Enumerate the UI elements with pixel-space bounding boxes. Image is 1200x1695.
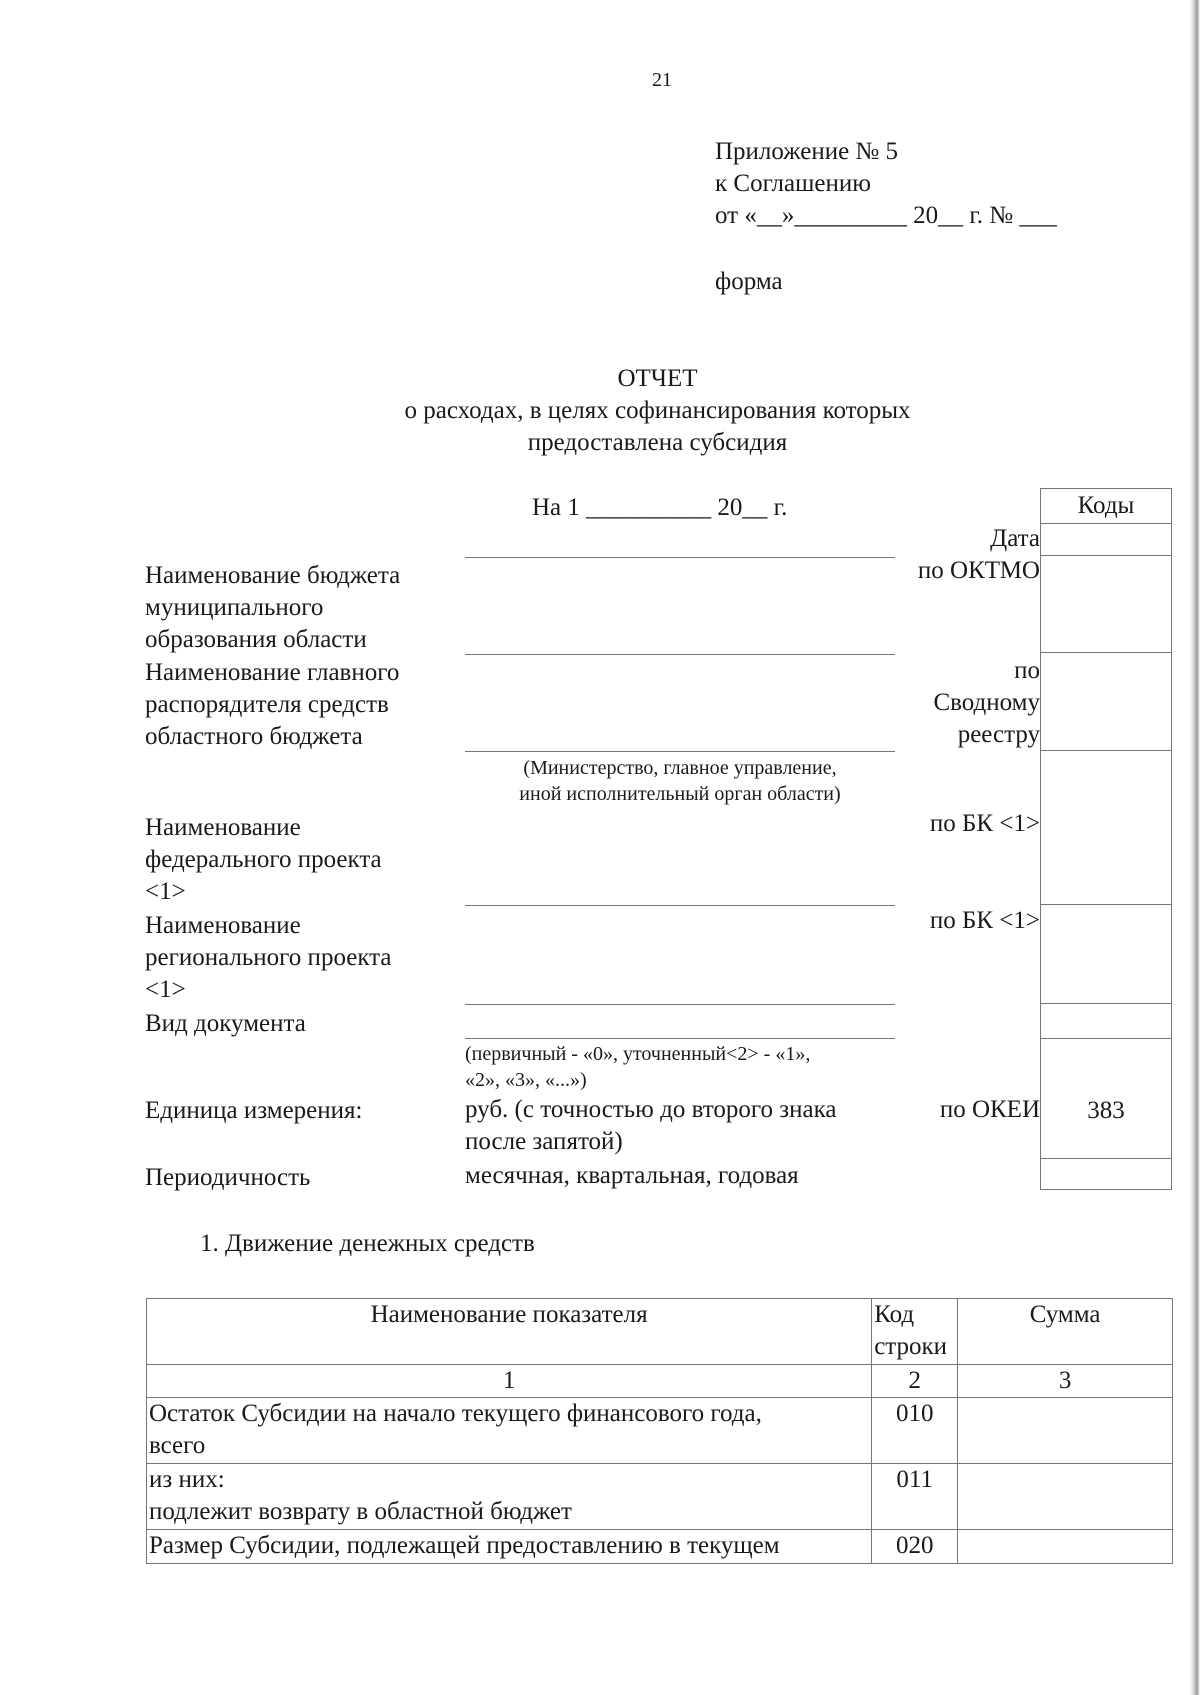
- report-subtitle-1: о расходах, в целях софинансирования которых: [404, 397, 911, 424]
- row-010-code: 010: [872, 1398, 958, 1464]
- col-header-name: [147, 1299, 872, 1365]
- code-label-oktmo: по ОКТМО: [917, 557, 1040, 584]
- row-011-code: 011: [872, 1464, 958, 1530]
- code-label-registry-3: реестру: [957, 721, 1040, 748]
- label-federal-1: Наименование: [145, 814, 301, 841]
- section-1-title: 1. Движение денежных средств: [200, 1230, 535, 1257]
- col-header-code-1: Код: [874, 1301, 915, 1328]
- label-manager-3: областного бюджета: [145, 723, 363, 750]
- code-label-bk-federal: по БК <1>: [929, 810, 1040, 837]
- appendix-agreement: к Соглашению: [715, 170, 871, 197]
- periodicity-value: месячная, квартальная, годовая: [465, 1162, 799, 1189]
- code-periodicity-cell: [1040, 1158, 1172, 1190]
- col-header-sum: [958, 1299, 1173, 1365]
- row-010-name: [147, 1398, 872, 1464]
- col-number-1: 1: [147, 1365, 872, 1398]
- row-011-name-2: подлежит возврату в областной бюджет: [149, 1498, 572, 1525]
- row-020-code: 020: [872, 1530, 958, 1564]
- manager-note-2: иной исполнительный орган области): [519, 783, 841, 805]
- label-unit: Единица измерения:: [145, 1097, 363, 1124]
- col-header-code: [872, 1299, 958, 1365]
- doctype-note-2: «2», «3», «...»): [465, 1069, 587, 1091]
- unit-value-1: руб. (с точностью до второго знака: [465, 1096, 837, 1123]
- table-row: [147, 1530, 1173, 1564]
- row-020-name-1: Размер Субсидии, подлежащей предоставлению в текущем: [149, 1532, 780, 1559]
- row-010-sum: [958, 1398, 1173, 1464]
- table-row: [147, 1398, 1173, 1464]
- code-label-date: Дата: [990, 525, 1040, 552]
- row-010-name-1: Остаток Субсидии на начало текущего финансового года,: [149, 1400, 762, 1427]
- appendix-number: Приложение № 5: [715, 138, 899, 165]
- row-020-name: [147, 1530, 872, 1564]
- col-header-code-2: строки: [874, 1333, 948, 1360]
- row-011-sum: [958, 1464, 1173, 1530]
- fill-line-budget: [465, 654, 895, 655]
- label-budget-3: образования области: [145, 626, 367, 653]
- code-bk1-cell: [1040, 750, 1172, 905]
- report-date-line: На 1 __________ 20__ г.: [532, 494, 788, 521]
- table-header-row: [147, 1299, 1173, 1365]
- label-federal-2: федерального проекта: [145, 846, 382, 873]
- fill-line-federal: [465, 905, 895, 906]
- report-title: ОТЧЕТ: [617, 365, 698, 392]
- table-row: [147, 1464, 1173, 1530]
- code-label-registry-2: Сводному: [933, 689, 1040, 716]
- label-federal-3: <1>: [145, 878, 186, 905]
- scan-edge: [1190, 0, 1200, 1695]
- row-010-name-2: всего: [149, 1432, 206, 1459]
- row-011-name: [147, 1464, 872, 1530]
- fill-line-top: [465, 557, 895, 558]
- label-periodicity: Периодичность: [145, 1164, 311, 1191]
- code-label-okei: по ОКЕИ: [939, 1096, 1040, 1123]
- col-header-name-text: Наименование показателя: [370, 1301, 648, 1328]
- col-header-sum-text: Сумма: [1029, 1301, 1101, 1328]
- fill-line-manager: [465, 751, 895, 752]
- label-doc-type: Вид документа: [145, 1010, 306, 1037]
- cash-flow-table: [146, 1298, 1173, 1564]
- code-registry-cell: [1040, 652, 1172, 751]
- label-manager-2: распорядителя средств: [145, 691, 389, 718]
- appendix-date-number: от «__»_________ 20__ г. № ___: [715, 202, 1057, 229]
- codes-header: Коды: [1077, 492, 1135, 519]
- form-label: форма: [715, 268, 783, 295]
- table-numbering-row: [147, 1365, 1173, 1398]
- label-manager-1: Наименование главного: [145, 659, 400, 686]
- code-date-cell: [1040, 523, 1172, 556]
- row-011-name-1: из них:: [149, 1466, 225, 1493]
- doctype-note-1: (первичный - «0», уточненный<2> - «1»,: [465, 1043, 811, 1065]
- label-regional-3: <1>: [145, 976, 186, 1003]
- label-budget-2: муниципального: [145, 594, 324, 621]
- codes-header-cell: [1040, 488, 1172, 524]
- code-okei-cell: [1040, 1038, 1172, 1159]
- code-label-bk-regional: по БК <1>: [929, 907, 1040, 934]
- col-number-2: 2: [872, 1365, 958, 1398]
- fill-line-doctype: [465, 1038, 895, 1039]
- page-number: 21: [652, 69, 672, 91]
- label-regional-1: Наименование: [145, 912, 301, 939]
- code-doctype-cell: [1040, 1003, 1172, 1039]
- label-budget-1: Наименование бюджета: [145, 562, 401, 589]
- label-regional-2: регионального проекта: [145, 944, 392, 971]
- unit-value-2: после запятой): [465, 1128, 623, 1155]
- code-oktmo-cell: [1040, 555, 1172, 653]
- row-020-sum: [958, 1530, 1173, 1564]
- report-subtitle-2: предоставлена субсидия: [527, 429, 788, 456]
- col-number-3: 3: [958, 1365, 1173, 1398]
- code-label-registry-1: по: [1014, 657, 1040, 684]
- code-bk2-cell: [1040, 904, 1172, 1004]
- okei-code-value: 383: [1087, 1097, 1125, 1124]
- fill-line-regional: [465, 1004, 895, 1005]
- manager-note-1: (Министерство, главное управление,: [523, 757, 837, 779]
